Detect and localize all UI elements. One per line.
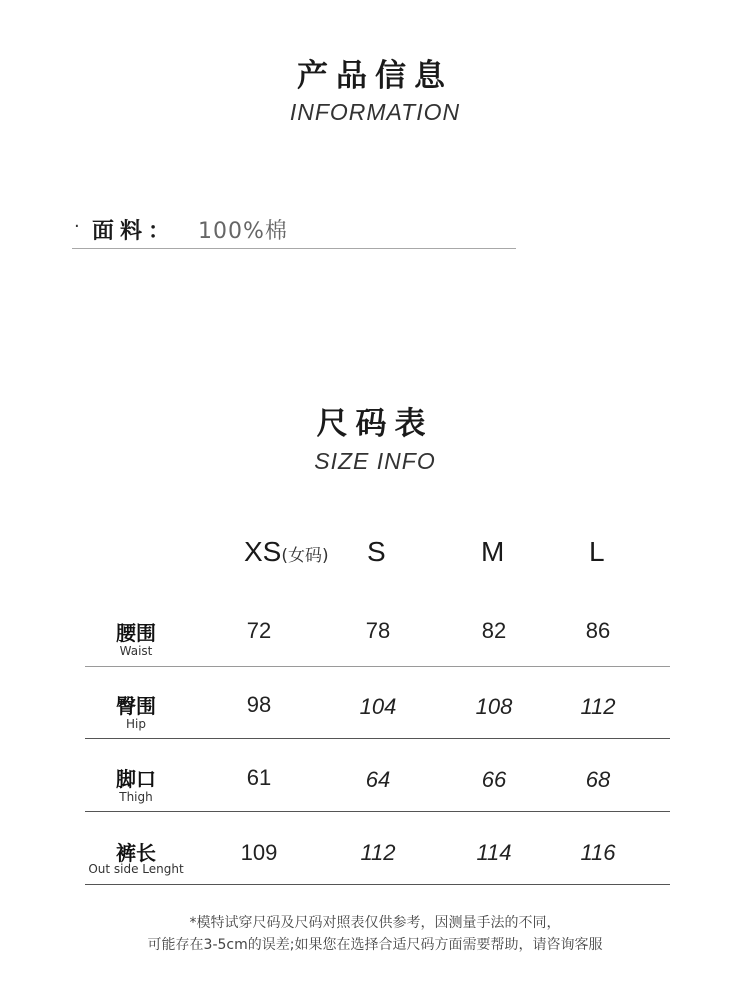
fabric-value: 100%棉 bbox=[198, 219, 288, 244]
row-label-thigh-en: Thigh bbox=[119, 790, 153, 804]
row-label-hip-en: Hip bbox=[126, 717, 146, 731]
row-divider bbox=[85, 811, 670, 812]
row-label-waist-en: Waist bbox=[119, 644, 153, 658]
cell-hip-l: 112 bbox=[580, 694, 616, 719]
cell-waist-s: 78 bbox=[365, 618, 391, 643]
row-divider bbox=[85, 738, 670, 739]
cell-length-xs: 109 bbox=[240, 840, 278, 865]
cell-waist-l: 86 bbox=[585, 618, 611, 643]
row-divider bbox=[85, 666, 670, 667]
size-note: (女码) bbox=[281, 546, 329, 566]
cell-hip-s: 104 bbox=[359, 694, 397, 719]
footnote-line-2: 可能存在3-5cm的误差;如果您在选择合适尺码方面需要帮助，请咨询客服 bbox=[147, 937, 603, 953]
size-header-l: L bbox=[589, 536, 605, 567]
cell-length-l: 116 bbox=[580, 840, 616, 865]
cell-thigh-xs: 61 bbox=[246, 765, 272, 790]
row-label-thigh-cn: 脚口 bbox=[116, 767, 156, 791]
size-header-m: M bbox=[481, 536, 505, 567]
cell-thigh-m: 66 bbox=[481, 767, 507, 792]
size-name: XS bbox=[244, 536, 282, 567]
footnote-line-1: *模特试穿尺码及尺码对照表仅供参考，因测量手法的不同， bbox=[189, 915, 561, 931]
fabric-bullet: · bbox=[74, 216, 80, 237]
cell-waist-xs: 72 bbox=[246, 618, 272, 643]
info-title-cn: 产品信息 bbox=[297, 58, 453, 94]
size-header-s: S bbox=[367, 536, 386, 567]
row-label-length-en: Out side Lenght bbox=[88, 862, 184, 876]
size-title-en: SIZE INFO bbox=[314, 448, 436, 474]
cell-hip-m: 108 bbox=[475, 694, 513, 719]
cell-length-m: 114 bbox=[476, 840, 512, 865]
row-label-length-cn: 裤长 bbox=[116, 841, 156, 865]
cell-thigh-l: 68 bbox=[585, 767, 611, 792]
row-divider bbox=[85, 884, 670, 885]
size-header-xs bbox=[244, 536, 329, 568]
fabric-row bbox=[72, 212, 516, 249]
fabric-label: 面料： bbox=[92, 219, 177, 244]
cell-hip-xs: 98 bbox=[246, 692, 272, 717]
size-title-cn: 尺码表 bbox=[316, 406, 434, 442]
info-title-en: INFORMATION bbox=[289, 99, 461, 125]
cell-length-s: 112 bbox=[360, 840, 396, 865]
cell-waist-m: 82 bbox=[481, 618, 507, 643]
cell-thigh-s: 64 bbox=[365, 767, 391, 792]
row-label-hip-cn: 臀围 bbox=[116, 694, 156, 718]
row-label-waist-cn: 腰围 bbox=[116, 621, 156, 645]
